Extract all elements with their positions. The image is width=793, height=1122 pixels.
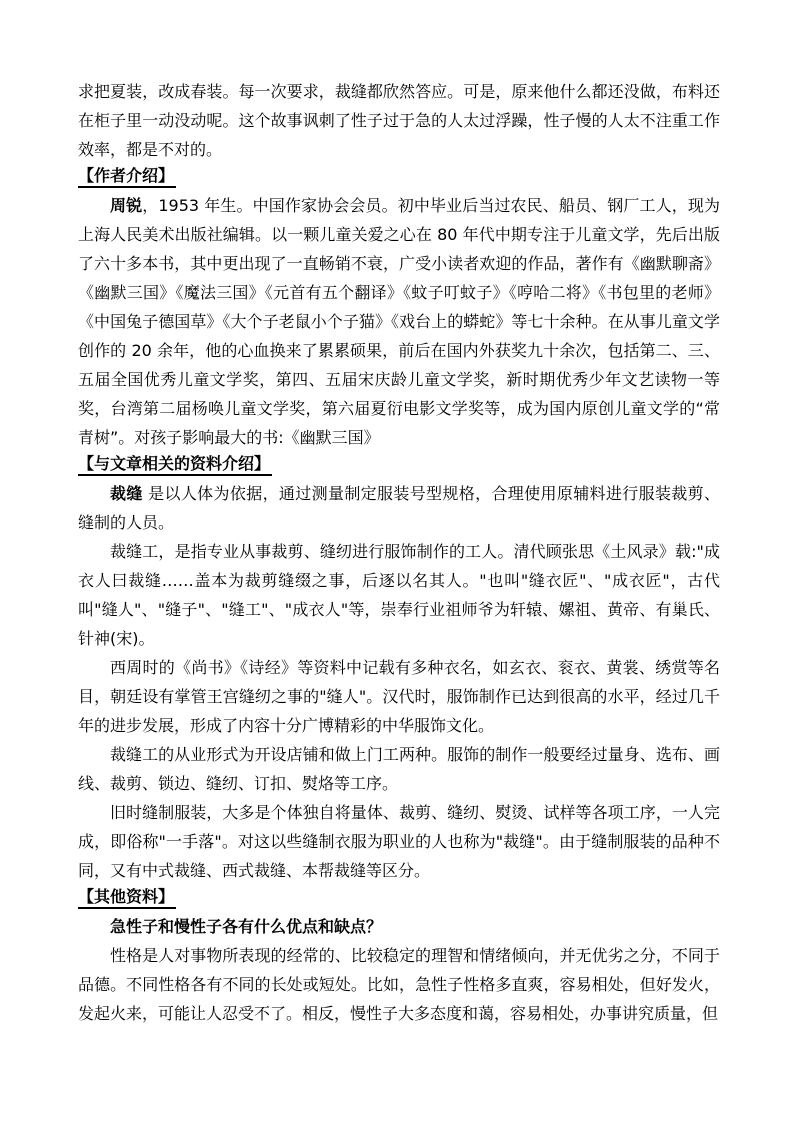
related-paragraph-3: 裁缝工的从业形式为开设店铺和做上门工两种。服饰的制作一般要经过量身、选布、画线、裁剪、锁边、缝纫、订扣、熨烙等工序。 bbox=[78, 745, 720, 793]
document-page bbox=[78, 77, 720, 1028]
term-definition: 是以人体为依据，通过测量制定服装号型规格，合理使用原辅料进行服装裁剪、缝制的人员。 bbox=[78, 484, 720, 532]
related-paragraph-1: 裁缝工，是指专业从事裁剪、缝纫进行服饰制作的工人。清代顾张思《土风录》载:"成衣人曰裁缝……盖本为裁剪缝缀之事，后逐以名其人。"也叫"缝衣匠"、"成衣匠"，古代叫"缝人"、"缝子"、"缝工"、"成衣人"等，崇奉行业祖师爷为轩辕、嫘祖、黄帝、有巢氏、针神(宋)。 bbox=[78, 542, 720, 648]
author-text: ，1953 年生。中国作家协会会员。初中毕业后当过农民、船员、钢厂工人，现为上海人民美术出版社编辑。以一颗儿童关爱之心在 80 年代中期专注于儿童文学，先后出版了六十多本书，其中更出现了一直畅销不衰，广受小读者欢迎的作品，著作有《幽默聊斋》《幽默三国》《魔法三国》《元首有五个翻译》《蚊子叮蚊子》《哼哈二将》《书包里的老师》《中国兔子德国草》《大个子老鼠小个子猫》《戏台上的蟒蛇》等七十余种。在从事儿童文学创作的 20 余年，他的心血换来了累累硕果，前后在国内外获奖九十余次，包括第二、三、五届全国优秀儿童文学奖，第四、五届宋庆龄儿童文学奖，新时期优秀少年文艺读物一等奖，台湾第二届杨唤儿童文学奖，第六届夏衍电影文学奖等，成为国内原创儿童文学的“常青树”。对孩子影响最大的书:《幽默三国》 bbox=[78, 196, 720, 447]
other-section bbox=[78, 885, 720, 1028]
related-paragraph-4: 旧时缝制服装，大多是个体独自将量体、裁剪、缝纫、熨烫、试样等各项工序，一人完成，即俗称"一手落"。对这以些缝制衣服为职业的人也称为"裁缝"。由于缝制服装的品种不同，又有中式裁缝、西式裁缝、本帮裁缝等区分。 bbox=[78, 803, 720, 880]
question-heading: 急性子和慢性子各有什么优点和缺点？ bbox=[110, 917, 383, 936]
term-word: 裁缝 bbox=[110, 484, 143, 503]
term-paragraph bbox=[78, 479, 720, 537]
author-section bbox=[78, 164, 720, 452]
author-name: 周锐 bbox=[110, 196, 143, 215]
related-paragraph-2: 西周时的《尚书》《诗经》等资料中记载有多种衣名，如玄衣、衮衣、黄裳、绣赏等名目，朝廷设有掌管王宫缝纫之事的"缝人"。汉代时，服饰制作已达到很高的水平，经过几千年的进步发展，形成了内容十分广博精彩的中华服饰文化。 bbox=[78, 658, 720, 735]
intro-paragraph: 求把夏装，改成春装。每一次要求，裁缝都欣然答应。可是，原来他什么都还没做，布料还在柜子里一动没动呢。这个故事讽刺了性子过于急的人太过浮躁，性子慢的人太不注重工作效率，都是不对的。 bbox=[78, 82, 720, 159]
related-section bbox=[78, 452, 720, 885]
author-heading: 【作者介绍】 bbox=[78, 166, 176, 188]
related-heading: 【与文章相关的资料介绍】 bbox=[78, 454, 272, 476]
answer-paragraph: 性格是人对事物所表现的经常的、比较稳定的理智和情绪倾向，并无优劣之分，不同于品德。不同性格各有不同的长处或短处。比如，急性子性格多直爽，容易相处，但好发火，发起火来，可能让人忍受不了。相反，慢性子大多态度和蔼，容易相处，办事讲究质量，但 bbox=[78, 946, 720, 1023]
author-paragraph bbox=[78, 191, 720, 452]
other-heading: 【其他资料】 bbox=[78, 887, 176, 909]
